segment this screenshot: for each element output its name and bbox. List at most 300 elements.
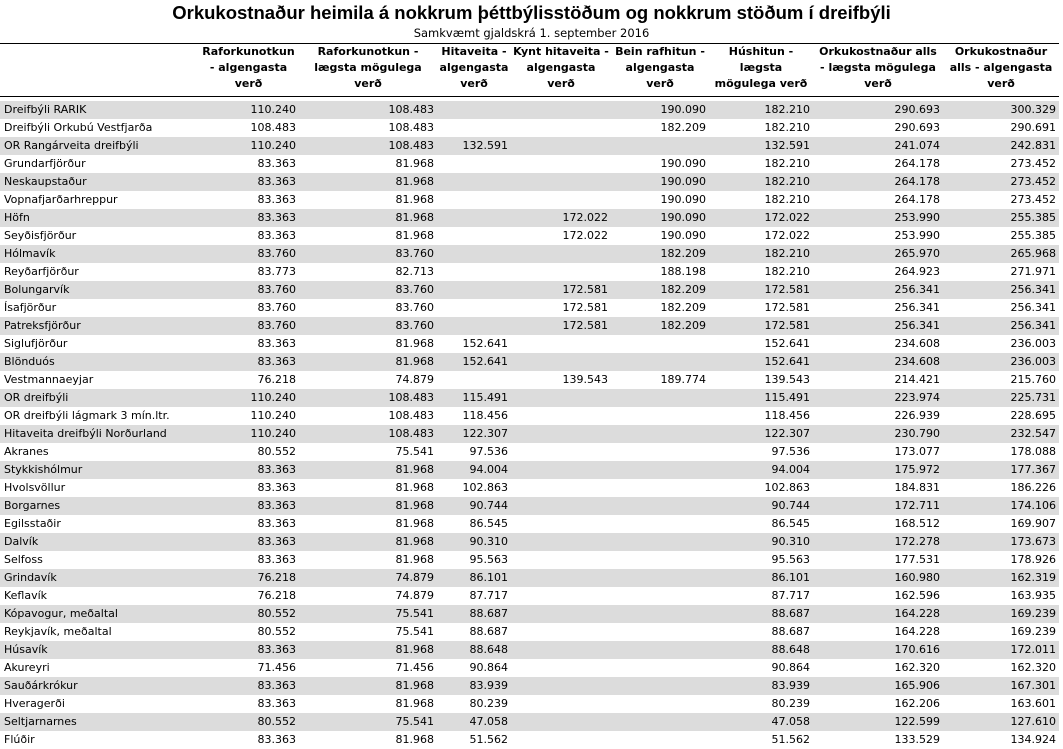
value-cell xyxy=(511,119,611,137)
value-cell xyxy=(511,641,611,659)
value-cell: 273.452 xyxy=(1010,174,1056,188)
value-cell xyxy=(511,263,611,281)
value-cell: 81.968 xyxy=(395,192,434,206)
value-cell: 172.711 xyxy=(894,498,940,512)
value-cell: 94.004 xyxy=(469,462,508,476)
value-cell: 88.687 xyxy=(771,624,810,638)
value-cell: 172.022 xyxy=(764,210,810,224)
value-cell: 184.831 xyxy=(894,480,940,494)
value-cell: 90.310 xyxy=(771,534,810,548)
value-cell: 264.178 xyxy=(894,192,940,206)
value-cell: 172.581 xyxy=(562,300,608,314)
value-cell: 88.648 xyxy=(469,642,508,656)
value-cell: 88.648 xyxy=(771,642,810,656)
value-cell xyxy=(511,605,611,623)
value-cell: 127.610 xyxy=(1010,714,1056,728)
energy-cost-table xyxy=(0,43,1059,749)
location-cell: Akranes xyxy=(4,444,49,458)
value-cell: 81.968 xyxy=(395,354,434,368)
value-cell xyxy=(611,605,709,623)
value-cell: 162.320 xyxy=(894,660,940,674)
value-cell xyxy=(511,245,611,263)
value-cell xyxy=(437,155,511,173)
table-row xyxy=(0,425,1059,443)
location-cell: Seltjarnarnes xyxy=(4,714,77,728)
table-row xyxy=(0,173,1059,191)
value-cell: 133.529 xyxy=(894,732,940,746)
value-cell: 81.968 xyxy=(395,336,434,350)
column-header xyxy=(0,44,198,97)
location-cell: Dalvík xyxy=(4,534,39,548)
value-cell: 163.935 xyxy=(1010,588,1056,602)
location-cell: Hitaveita dreifbýli Norðurland xyxy=(4,426,167,440)
value-cell xyxy=(511,713,611,731)
table-row xyxy=(0,299,1059,317)
value-cell: 182.209 xyxy=(660,120,706,134)
value-cell xyxy=(511,101,611,119)
value-cell: 76.218 xyxy=(257,570,296,584)
location-cell: Neskaupstaður xyxy=(4,174,87,188)
value-cell xyxy=(437,173,511,191)
value-cell: 167.301 xyxy=(1010,678,1056,692)
value-cell: 88.687 xyxy=(469,624,508,638)
value-cell xyxy=(437,263,511,281)
value-cell: 76.218 xyxy=(257,372,296,386)
value-cell: 177.531 xyxy=(894,552,940,566)
value-cell xyxy=(437,281,511,299)
value-cell: 190.090 xyxy=(660,192,706,206)
value-cell: 115.491 xyxy=(462,390,508,404)
value-cell: 110.240 xyxy=(250,408,296,422)
location-cell: Höfn xyxy=(4,210,30,224)
value-cell: 256.341 xyxy=(894,282,940,296)
value-cell xyxy=(511,389,611,407)
value-cell: 290.693 xyxy=(894,102,940,116)
value-cell: 236.003 xyxy=(1010,336,1056,350)
value-cell: 90.864 xyxy=(469,660,508,674)
value-cell xyxy=(437,227,511,245)
value-cell: 122.599 xyxy=(894,714,940,728)
value-cell: 172.581 xyxy=(562,318,608,332)
value-cell: 175.972 xyxy=(894,462,940,476)
value-cell: 173.077 xyxy=(894,444,940,458)
location-cell: Siglufjörður xyxy=(4,336,68,350)
value-cell xyxy=(511,335,611,353)
location-cell: Blönduós xyxy=(4,354,55,368)
value-cell: 51.562 xyxy=(469,732,508,746)
value-cell xyxy=(511,407,611,425)
column-header: Orkukostnaður alls - lægsta mögulega verð xyxy=(819,45,937,90)
value-cell xyxy=(611,677,709,695)
value-cell: 162.206 xyxy=(894,696,940,710)
value-cell: 190.090 xyxy=(660,174,706,188)
value-cell: 110.240 xyxy=(250,138,296,152)
value-cell: 188.198 xyxy=(660,264,706,278)
value-cell: 110.240 xyxy=(250,390,296,404)
value-cell: 83.363 xyxy=(257,534,296,548)
value-cell: 83.363 xyxy=(257,678,296,692)
value-cell: 86.545 xyxy=(469,516,508,530)
value-cell: 81.968 xyxy=(395,480,434,494)
location-cell: Hvolsvöllur xyxy=(4,480,66,494)
value-cell: 47.058 xyxy=(469,714,508,728)
value-cell: 75.541 xyxy=(395,714,434,728)
value-cell: 81.968 xyxy=(395,678,434,692)
value-cell: 80.552 xyxy=(257,714,296,728)
value-cell xyxy=(511,497,611,515)
value-cell: 115.491 xyxy=(764,390,810,404)
value-cell: 83.363 xyxy=(257,174,296,188)
value-cell: 162.596 xyxy=(894,588,940,602)
value-cell: 172.581 xyxy=(764,282,810,296)
value-cell: 189.774 xyxy=(660,372,706,386)
value-cell xyxy=(611,425,709,443)
value-cell: 168.512 xyxy=(894,516,940,530)
table-row xyxy=(0,623,1059,641)
value-cell: 75.541 xyxy=(395,606,434,620)
location-cell: Ísafjörður xyxy=(4,300,57,314)
value-cell xyxy=(611,623,709,641)
value-cell: 182.210 xyxy=(764,102,810,116)
value-cell: 88.687 xyxy=(771,606,810,620)
value-cell: 164.228 xyxy=(894,606,940,620)
value-cell: 174.106 xyxy=(1010,498,1056,512)
value-cell: 81.968 xyxy=(395,174,434,188)
value-cell: 83.760 xyxy=(395,282,434,296)
value-cell xyxy=(611,551,709,569)
table-row xyxy=(0,479,1059,497)
value-cell: 300.329 xyxy=(1010,102,1056,116)
value-cell: 190.090 xyxy=(660,156,706,170)
value-cell: 83.363 xyxy=(257,336,296,350)
value-cell: 110.240 xyxy=(250,426,296,440)
table-row xyxy=(0,191,1059,209)
value-cell: 186.226 xyxy=(1010,480,1056,494)
table-row xyxy=(0,695,1059,713)
value-cell: 83.363 xyxy=(257,462,296,476)
location-cell: Flúðir xyxy=(4,732,35,746)
value-cell: 256.341 xyxy=(1010,318,1056,332)
value-cell xyxy=(437,209,511,227)
location-cell: Reykjavík, meðaltal xyxy=(4,624,112,638)
value-cell: 118.456 xyxy=(764,408,810,422)
value-cell xyxy=(511,677,611,695)
value-cell xyxy=(611,569,709,587)
value-cell: 182.210 xyxy=(764,192,810,206)
value-cell: 173.673 xyxy=(1010,534,1056,548)
value-cell xyxy=(611,659,709,677)
value-cell: 172.581 xyxy=(764,318,810,332)
value-cell: 83.363 xyxy=(257,642,296,656)
value-cell: 152.641 xyxy=(462,336,508,350)
table-row xyxy=(0,587,1059,605)
location-cell: Grundarfjörður xyxy=(4,156,86,170)
value-cell: 182.210 xyxy=(764,264,810,278)
table-row xyxy=(0,263,1059,281)
value-cell: 163.601 xyxy=(1010,696,1056,710)
value-cell: 264.178 xyxy=(894,156,940,170)
location-cell: Borgarnes xyxy=(4,498,61,512)
value-cell: 83.760 xyxy=(257,246,296,260)
column-header: Orkukostnaður alls - algengasta verð xyxy=(949,45,1053,90)
value-cell: 102.863 xyxy=(764,480,810,494)
value-cell xyxy=(511,533,611,551)
value-cell: 169.907 xyxy=(1010,516,1056,530)
value-cell xyxy=(511,623,611,641)
value-cell: 102.863 xyxy=(462,480,508,494)
location-cell: Hveragerði xyxy=(4,696,65,710)
location-cell: Reyðarfjörður xyxy=(4,264,79,278)
value-cell: 139.543 xyxy=(764,372,810,386)
table-row xyxy=(0,605,1059,623)
value-cell: 118.456 xyxy=(462,408,508,422)
value-cell: 71.456 xyxy=(395,660,434,674)
column-header: Raforkunotkun - lægsta mögulega verð xyxy=(314,45,422,90)
value-cell: 80.239 xyxy=(771,696,810,710)
value-cell: 83.363 xyxy=(257,228,296,242)
value-cell: 225.731 xyxy=(1010,390,1056,404)
location-cell: Bolungarvík xyxy=(4,282,70,296)
value-cell xyxy=(511,353,611,371)
value-cell: 172.581 xyxy=(764,300,810,314)
value-cell: 182.210 xyxy=(764,156,810,170)
value-cell: 81.968 xyxy=(395,516,434,530)
value-cell: 95.563 xyxy=(469,552,508,566)
value-cell: 97.536 xyxy=(469,444,508,458)
value-cell: 83.363 xyxy=(257,192,296,206)
location-cell: OR dreifbýli lágmark 3 mín.ltr. xyxy=(4,408,170,422)
value-cell xyxy=(611,335,709,353)
value-cell: 164.228 xyxy=(894,624,940,638)
value-cell xyxy=(611,695,709,713)
value-cell: 223.974 xyxy=(894,390,940,404)
value-cell: 165.906 xyxy=(894,678,940,692)
value-cell xyxy=(511,587,611,605)
value-cell xyxy=(511,173,611,191)
value-cell: 264.923 xyxy=(894,264,940,278)
value-cell: 190.090 xyxy=(660,102,706,116)
value-cell: 83.760 xyxy=(395,246,434,260)
value-cell: 110.240 xyxy=(250,102,296,116)
value-cell: 169.239 xyxy=(1010,624,1056,638)
column-header: Raforkunotkun - algengasta verð xyxy=(202,45,295,90)
value-cell: 75.541 xyxy=(395,624,434,638)
value-cell: 87.717 xyxy=(771,588,810,602)
value-cell: 182.210 xyxy=(764,174,810,188)
value-cell: 214.421 xyxy=(894,372,940,386)
table-row xyxy=(0,389,1059,407)
value-cell: 172.278 xyxy=(894,534,940,548)
value-cell: 86.101 xyxy=(469,570,508,584)
value-cell xyxy=(611,497,709,515)
table-row xyxy=(0,371,1059,389)
value-cell: 162.320 xyxy=(1010,660,1056,674)
location-cell: Seyðisfjörður xyxy=(4,228,77,242)
value-cell: 83.363 xyxy=(257,498,296,512)
value-cell xyxy=(611,353,709,371)
value-cell: 83.760 xyxy=(257,318,296,332)
value-cell xyxy=(611,641,709,659)
table-row xyxy=(0,227,1059,245)
location-cell: Sauðárkrókur xyxy=(4,678,78,692)
table-body xyxy=(0,97,1059,749)
value-cell: 97.536 xyxy=(771,444,810,458)
location-cell: Grindavík xyxy=(4,570,57,584)
value-cell: 182.209 xyxy=(660,300,706,314)
value-cell xyxy=(611,479,709,497)
value-cell: 172.022 xyxy=(764,228,810,242)
value-cell: 83.363 xyxy=(257,156,296,170)
table-row xyxy=(0,659,1059,677)
value-cell: 83.363 xyxy=(257,210,296,224)
column-header: Hitaveita - algengasta verð xyxy=(439,45,509,90)
value-cell: 242.831 xyxy=(1010,138,1056,152)
table-row xyxy=(0,461,1059,479)
location-cell: Dreifbýli RARIK xyxy=(4,102,87,116)
value-cell: 132.591 xyxy=(764,138,810,152)
table-row xyxy=(0,443,1059,461)
value-cell: 108.483 xyxy=(250,120,296,134)
value-cell: 172.022 xyxy=(562,228,608,242)
value-cell xyxy=(437,299,511,317)
location-cell: Patreksfjörður xyxy=(4,318,81,332)
value-cell: 81.968 xyxy=(395,642,434,656)
value-cell xyxy=(611,533,709,551)
table-row xyxy=(0,353,1059,371)
location-cell: Akureyri xyxy=(4,660,50,674)
value-cell: 81.968 xyxy=(395,534,434,548)
value-cell xyxy=(511,443,611,461)
table-row xyxy=(0,137,1059,155)
value-cell xyxy=(511,551,611,569)
value-cell: 226.939 xyxy=(894,408,940,422)
value-cell: 81.968 xyxy=(395,156,434,170)
value-cell: 83.760 xyxy=(395,318,434,332)
value-cell: 236.003 xyxy=(1010,354,1056,368)
location-cell: Hólmavík xyxy=(4,246,56,260)
table-row xyxy=(0,677,1059,695)
value-cell xyxy=(511,659,611,677)
column-header: Bein rafhitun - algengasta verð xyxy=(615,45,705,90)
value-cell xyxy=(511,137,611,155)
table-row xyxy=(0,533,1059,551)
value-cell xyxy=(437,371,511,389)
value-cell xyxy=(511,425,611,443)
value-cell: 255.385 xyxy=(1010,228,1056,242)
value-cell: 178.088 xyxy=(1010,444,1056,458)
table-row xyxy=(0,281,1059,299)
location-cell: Kópavogur, meðaltal xyxy=(4,606,118,620)
value-cell xyxy=(511,191,611,209)
value-cell: 256.341 xyxy=(1010,282,1056,296)
value-cell: 256.341 xyxy=(894,300,940,314)
value-cell: 172.022 xyxy=(562,210,608,224)
value-cell: 88.687 xyxy=(469,606,508,620)
column-header: Kynt hitaveita - algengasta verð xyxy=(513,45,609,90)
value-cell: 256.341 xyxy=(894,318,940,332)
location-cell: OR Rangárveita dreifbýli xyxy=(4,138,139,152)
value-cell: 80.552 xyxy=(257,444,296,458)
value-cell: 90.744 xyxy=(771,498,810,512)
value-cell: 265.968 xyxy=(1010,246,1056,260)
value-cell: 182.209 xyxy=(660,282,706,296)
value-cell xyxy=(437,317,511,335)
value-cell: 74.879 xyxy=(395,372,434,386)
value-cell: 241.074 xyxy=(894,138,940,152)
value-cell: 169.239 xyxy=(1010,606,1056,620)
value-cell: 230.790 xyxy=(894,426,940,440)
value-cell: 152.641 xyxy=(462,354,508,368)
value-cell: 256.341 xyxy=(1010,300,1056,314)
value-cell: 86.545 xyxy=(771,516,810,530)
value-cell: 95.563 xyxy=(771,552,810,566)
value-cell: 87.717 xyxy=(469,588,508,602)
value-cell: 265.970 xyxy=(894,246,940,260)
value-cell: 172.011 xyxy=(1010,642,1056,656)
value-cell: 90.864 xyxy=(771,660,810,674)
value-cell xyxy=(611,587,709,605)
table-row xyxy=(0,245,1059,263)
value-cell xyxy=(611,461,709,479)
value-cell: 172.581 xyxy=(562,282,608,296)
value-cell xyxy=(611,515,709,533)
value-cell: 182.210 xyxy=(764,246,810,260)
value-cell: 215.760 xyxy=(1010,372,1056,386)
location-cell: Egilsstaðir xyxy=(4,516,61,530)
value-cell: 90.744 xyxy=(469,498,508,512)
value-cell: 232.547 xyxy=(1010,426,1056,440)
value-cell: 71.456 xyxy=(257,660,296,674)
value-cell: 108.483 xyxy=(388,390,434,404)
value-cell: 83.760 xyxy=(395,300,434,314)
table-row xyxy=(0,209,1059,227)
header-row xyxy=(0,44,1059,97)
value-cell: 83.363 xyxy=(257,480,296,494)
value-cell: 90.310 xyxy=(469,534,508,548)
value-cell: 108.483 xyxy=(388,408,434,422)
value-cell: 74.879 xyxy=(395,570,434,584)
value-cell: 83.773 xyxy=(257,264,296,278)
value-cell: 83.760 xyxy=(257,282,296,296)
value-cell xyxy=(611,443,709,461)
value-cell: 80.552 xyxy=(257,624,296,638)
value-cell: 182.209 xyxy=(660,246,706,260)
value-cell: 253.990 xyxy=(894,228,940,242)
value-cell: 83.939 xyxy=(771,678,810,692)
value-cell: 83.363 xyxy=(257,552,296,566)
value-cell xyxy=(611,713,709,731)
value-cell xyxy=(511,155,611,173)
value-cell: 83.363 xyxy=(257,516,296,530)
value-cell: 182.210 xyxy=(764,120,810,134)
value-cell: 182.209 xyxy=(660,318,706,332)
table-row xyxy=(0,515,1059,533)
value-cell: 132.591 xyxy=(462,138,508,152)
value-cell xyxy=(511,479,611,497)
table-row xyxy=(0,317,1059,335)
table-row xyxy=(0,155,1059,173)
value-cell: 81.968 xyxy=(395,210,434,224)
table-title: Orkukostnaður heimila á nokkrum þéttbýlisstöðum og nokkrum stöðum í dreifbýli xyxy=(172,2,891,23)
table-row xyxy=(0,569,1059,587)
value-cell: 83.363 xyxy=(257,696,296,710)
value-cell: 273.452 xyxy=(1010,156,1056,170)
location-cell: Keflavík xyxy=(4,588,48,602)
value-cell xyxy=(611,137,709,155)
location-cell: Húsavík xyxy=(4,642,48,656)
value-cell: 273.452 xyxy=(1010,192,1056,206)
value-cell: 139.543 xyxy=(562,372,608,386)
